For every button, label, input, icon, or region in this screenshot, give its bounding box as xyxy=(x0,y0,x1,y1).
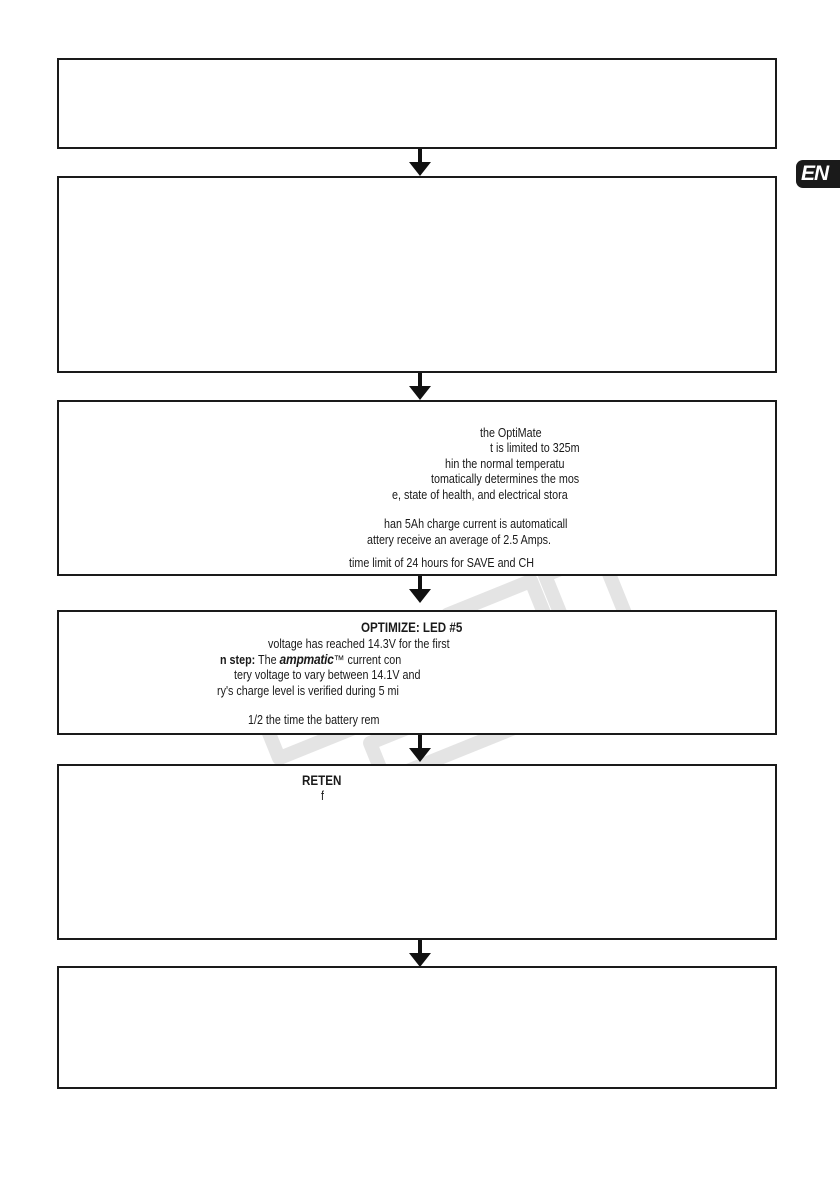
step3-line-7: attery receive an average of 2.5 Amps. xyxy=(367,533,552,547)
arrow-down-icon xyxy=(408,735,432,763)
step-box-2 xyxy=(57,176,777,373)
step4-line-2-post: ™ current con xyxy=(333,653,402,667)
step3-line-2: t is limited to 325m xyxy=(490,441,580,455)
step3-line-1: the OptiMate xyxy=(480,426,542,440)
step5-line-1: f xyxy=(321,789,324,803)
step4-line-2-pre: The xyxy=(255,653,280,667)
step5-heading: RETEN xyxy=(302,773,342,788)
step4-line-1: voltage has reached 14.3V for the first xyxy=(268,637,450,651)
step4-line-4: ry's charge level is verified during 5 mi xyxy=(217,684,399,698)
arrow-down-icon xyxy=(408,373,432,401)
step3-line-8: time limit of 24 hours for SAVE and CH xyxy=(349,556,535,570)
step4-heading: OPTIMIZE: LED #5 xyxy=(361,620,463,635)
step4-line-5: 1/2 the time the battery rem xyxy=(248,713,380,727)
step-box-1 xyxy=(57,58,777,149)
step-box-5 xyxy=(57,764,777,940)
ampmatic-brand: ampmatic xyxy=(279,651,334,667)
step3-line-4: tomatically determines the mos xyxy=(431,472,580,486)
arrow-down-icon xyxy=(408,940,432,968)
step4-line-2-label: n step: xyxy=(220,653,256,667)
step-box-3 xyxy=(57,400,777,576)
arrow-down-icon xyxy=(408,576,432,604)
step3-line-5: e, state of health, and electrical stora xyxy=(392,488,568,502)
arrow-down-icon xyxy=(408,149,432,177)
step3-line-3: hin the normal temperatu xyxy=(445,457,565,471)
step3-line-6: han 5Ah charge current is automaticall xyxy=(384,517,568,531)
step-box-4 xyxy=(57,610,777,735)
language-tab-en: EN xyxy=(796,160,840,188)
step4-line-2 xyxy=(220,652,401,667)
step4-line-3: tery voltage to vary between 14.1V and xyxy=(234,668,421,682)
step-box-6 xyxy=(57,966,777,1089)
